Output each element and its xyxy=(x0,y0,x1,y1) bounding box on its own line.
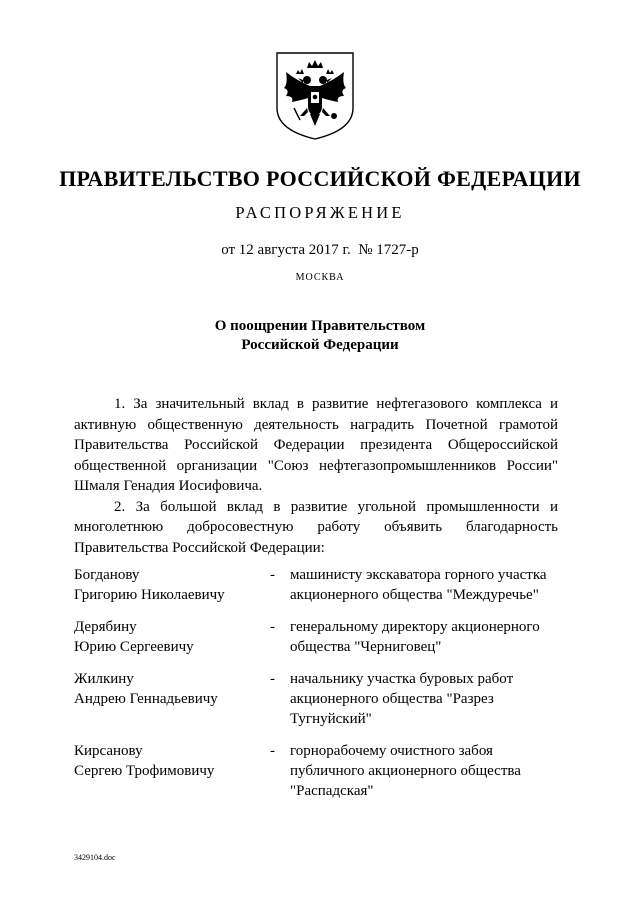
awardee-entry xyxy=(74,741,558,801)
awardee-given-names: Григорию Николаевичу xyxy=(74,587,225,603)
document-date-number: от 12 августа 2017 г. № 1727-р xyxy=(221,242,419,258)
position-line: Тугнуйский" xyxy=(290,711,372,727)
awardee-position xyxy=(290,669,558,729)
position-line: акционерного общества "Междуречье" xyxy=(290,587,539,603)
awardee-entry xyxy=(74,617,558,657)
government-title: ПРАВИТЕЛЬСТВО РОССИЙСКОЙ ФЕДЕРАЦИИ xyxy=(59,166,581,191)
subject-line: Российской Федерации xyxy=(241,337,399,353)
awardee-position xyxy=(290,565,558,605)
awardee-given-names: Андрею Геннадьевичу xyxy=(74,691,218,707)
awardee-given-names: Юрию Сергеевичу xyxy=(74,639,194,655)
awardee-name xyxy=(74,565,270,605)
awardee-surname: Жилкину xyxy=(74,671,134,687)
position-line: горнорабочему очистного забоя xyxy=(290,743,493,759)
file-code: 3429104.doc xyxy=(74,853,116,862)
paragraph-1: 1. За значительный вклад в развитие нефтегазового комплекса и активную общественную деятельность наградить Почетной грамотой Правительства Российской Федерации президента Общероссийской общественной организации "Союз нефтегазопромышленников России" Шмаля Генадия Иосифовича. xyxy=(74,396,558,494)
awardee-name xyxy=(74,669,270,729)
awardee-list xyxy=(74,565,558,801)
position-line: начальнику участка буровых работ xyxy=(290,671,514,687)
awardee-dash: - xyxy=(270,567,275,583)
position-line: "Распадская" xyxy=(290,783,374,799)
awardee-surname: Дерябину xyxy=(74,619,137,635)
awardee-entry xyxy=(74,669,558,729)
paragraph-2: 2. За большой вклад в развитие угольной промышленности и многолетнюю добросовестную работу объявить благодарность Правительства Российской Федерации: xyxy=(74,498,558,556)
document-city: МОСКВА xyxy=(295,272,345,283)
awardee-dash: - xyxy=(270,619,275,635)
awardee-position xyxy=(290,741,558,801)
russian-coat-of-arms-icon xyxy=(274,50,356,142)
position-line: акционерного общества "Разрез xyxy=(290,691,494,707)
awardee-given-names: Сергею Трофимовичу xyxy=(74,763,215,779)
position-line: публичного акционерного общества xyxy=(290,763,521,779)
awardee-name xyxy=(74,617,270,657)
awardee-position xyxy=(290,617,558,657)
subject-line: О поощрении Правительством xyxy=(214,318,426,334)
position-line: общества "Черниговец" xyxy=(290,639,442,655)
awardee-surname: Богданову xyxy=(74,567,140,583)
document-type: РАСПОРЯЖЕНИЕ xyxy=(235,203,405,222)
document-subject xyxy=(0,317,640,355)
awardee-dash: - xyxy=(270,743,275,759)
awardee-surname: Кирсанову xyxy=(74,743,143,759)
position-line: генеральному директору акционерного xyxy=(290,619,540,635)
position-line: машинисту экскаватора горного участка xyxy=(290,567,547,583)
awardee-entry xyxy=(74,565,558,605)
awardee-name xyxy=(74,741,270,801)
awardee-dash: - xyxy=(270,671,275,687)
document-body xyxy=(74,394,558,558)
